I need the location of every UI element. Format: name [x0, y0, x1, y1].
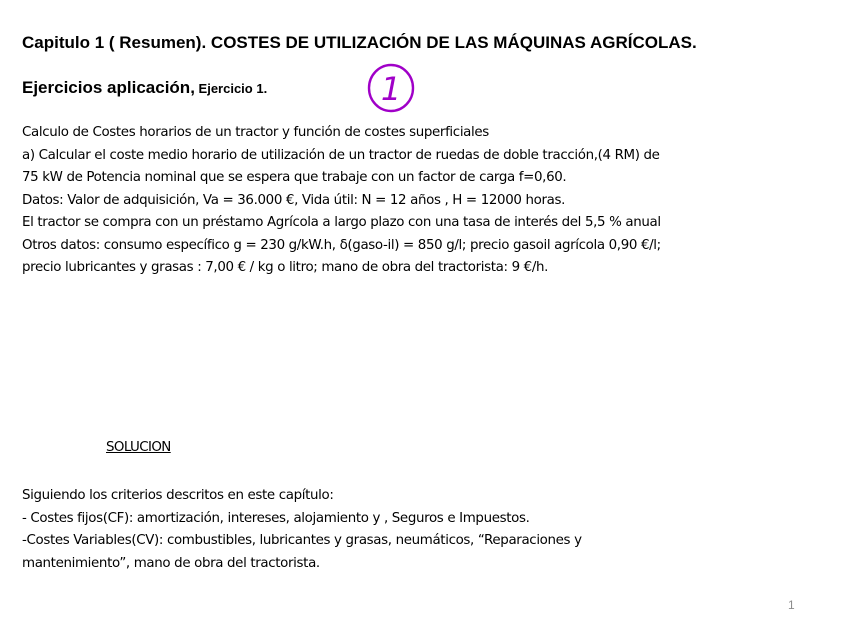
problem-line: Datos: Valor de adquisición, Va = 36.000 €, Vida útil: N = 12 años , H = 12000 horas. — [22, 192, 565, 208]
solution-line: - Costes fijos(CF): amortización, intereses, alojamiento y , Seguros e Impuestos. — [22, 510, 530, 526]
handwritten-circled-one — [366, 60, 416, 114]
problem-line: El tractor se compra con un préstamo Agrícola a largo plazo con una tasa de interés del 5,5 % anual — [22, 215, 661, 230]
chapter-title-main: COSTES DE UTILIZACIÓN DE LAS MÁQUINAS AGRÍCOLAS. — [206, 33, 697, 52]
chapter-title-prefix: Capitulo 1 ( Resumen). — [22, 33, 207, 52]
problem-line: precio lubricantes y grasas : 7,00 € / kg o litro; mano de obra del tractorista: 9 €/h. — [22, 260, 549, 275]
problem-line: a) Calcular el coste medio horario de utilización de un tractor de ruedas de doble tracción,(4 RM) de — [22, 147, 660, 163]
solution-heading: SOLUCION — [106, 440, 171, 455]
exercise-subtitle-main: Ejercicios aplicación, — [22, 78, 195, 97]
solution-line: mantenimiento”, mano de obra del tractorista. — [22, 555, 320, 571]
solution-line: -Costes Variables(CV): combustibles, lubricantes y grasas, neumáticos, “Reparaciones y — [22, 533, 582, 548]
handwritten-number: 1 — [380, 70, 402, 108]
page-number: 1 — [788, 598, 795, 612]
problem-statement — [22, 122, 661, 280]
chapter-title — [22, 33, 697, 53]
exercise-subtitle — [22, 78, 267, 98]
problem-line: Otros datos: consumo específico g = 230 g/kW.h, δ(gaso-il) = 850 g/l; precio gasoil agrícola 0,90 €/l; — [22, 237, 661, 253]
solution-line: Siguiendo los criterios descritos en este capítulo: — [22, 488, 334, 503]
exercise-number-label: Ejercicio 1. — [194, 81, 268, 96]
solution-text — [22, 485, 582, 575]
problem-line: Calculo de Costes horarios de un tractor y función de costes superficiales — [22, 125, 489, 140]
problem-line: 75 kW de Potencia nominal que se espera que trabaje con un factor de carga f=0,60. — [22, 170, 567, 185]
